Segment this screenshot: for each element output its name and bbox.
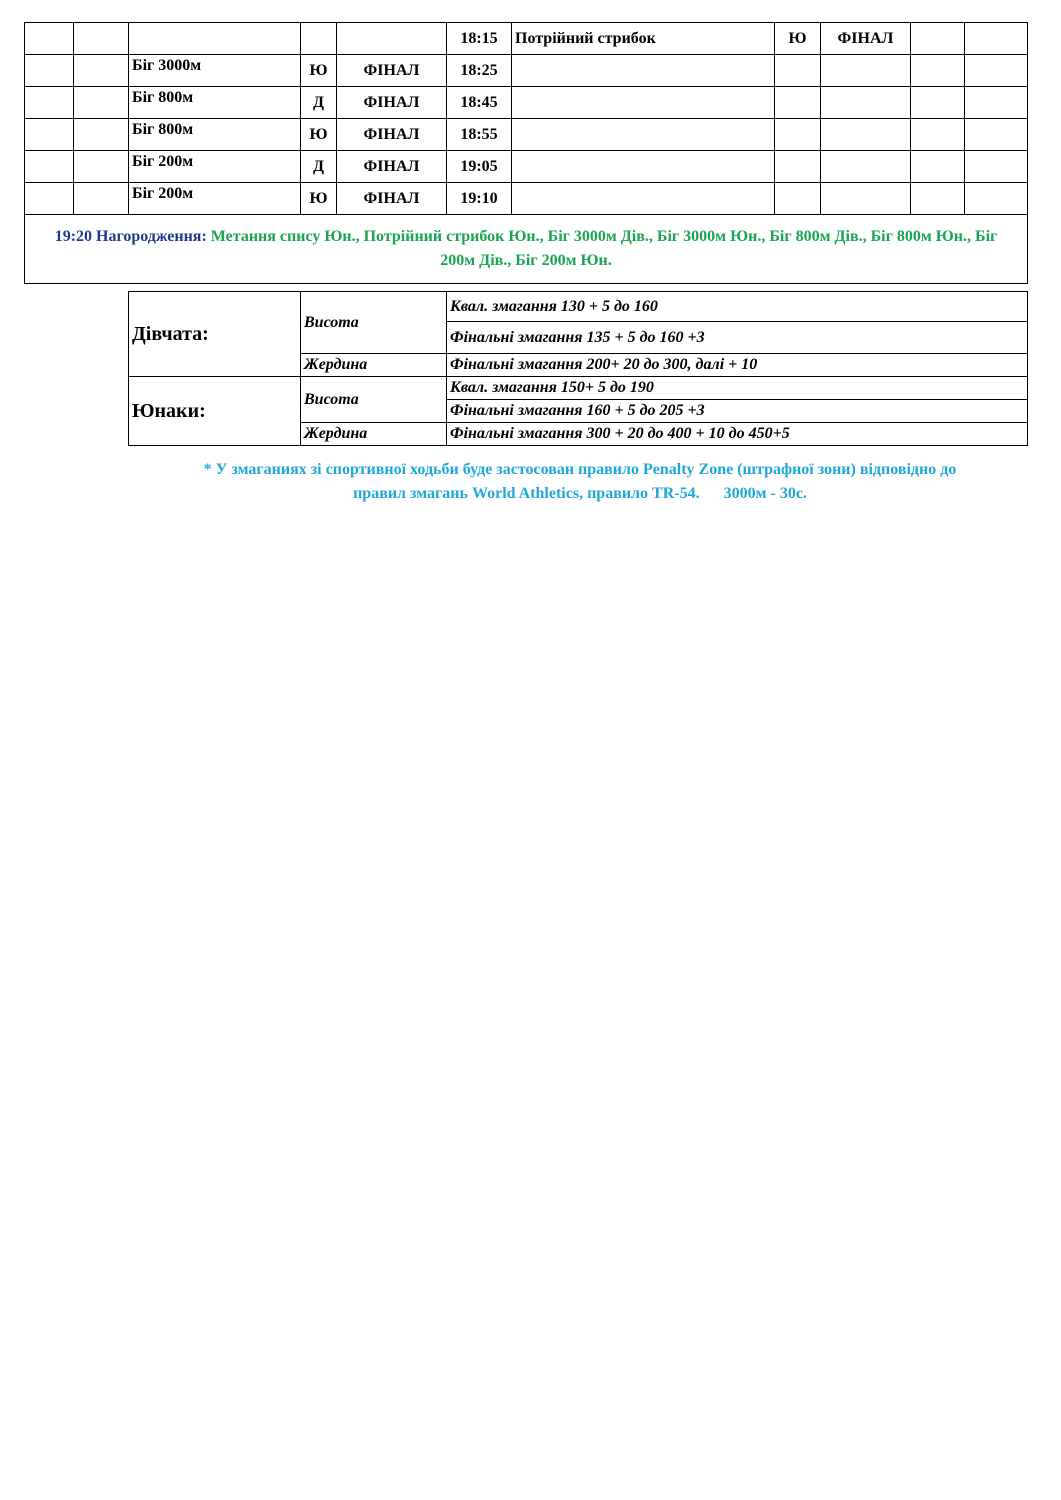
event-b — [512, 55, 775, 87]
schedule-row — [25, 183, 1028, 215]
boys-high-jump: Висота — [301, 377, 447, 423]
boys-high-jump-qual: Квал. змагання 150+ 5 до 190 — [447, 377, 1028, 400]
stage-b — [821, 151, 911, 183]
stage-a: ФІНАЛ — [337, 119, 447, 151]
girls-pole-vault-final: Фінальні змагання 200+ 20 до 300, далі + 10 — [447, 354, 1028, 377]
event-a: Біг 800м — [129, 119, 301, 151]
girls-high-jump-final: Фінальні змагання 135 + 5 до 160 +3 — [447, 322, 1028, 354]
event-b — [512, 87, 775, 119]
heights-table — [128, 291, 1028, 446]
event-a: Біг 800м — [129, 87, 301, 119]
girls-label: Дівчата: — [129, 292, 301, 377]
category-a: Д — [301, 87, 337, 119]
category-a: Ю — [301, 55, 337, 87]
schedule-table — [24, 22, 1028, 284]
category-b — [775, 119, 821, 151]
category-b — [775, 183, 821, 215]
event-a: Біг 200м — [129, 183, 301, 215]
boys-pole-vault: Жердина — [301, 423, 447, 446]
category-a — [301, 23, 337, 55]
stage-b — [821, 87, 911, 119]
note-line-2: правил змагань World Athletics, правило TR-54. 3000м - 30с. — [353, 485, 807, 502]
event-b: Потрійний стрибок — [512, 23, 775, 55]
category-a: Ю — [301, 119, 337, 151]
schedule-row — [25, 151, 1028, 183]
time: 18:55 — [447, 119, 512, 151]
time: 18:15 — [447, 23, 512, 55]
note-line-1: * У змаганиях зі спортивної ходьби буде застосован правило Penalty Zone (штрафної зони) відповідно до — [203, 461, 957, 478]
stage-b — [821, 119, 911, 151]
girls-high-jump: Висота — [301, 292, 447, 354]
event-a — [129, 23, 301, 55]
category-a: Ю — [301, 183, 337, 215]
time: 18:25 — [447, 55, 512, 87]
category-a: Д — [301, 151, 337, 183]
boys-pole-vault-final: Фінальні змагання 300 + 20 до 400 + 10 до 450+5 — [447, 423, 1028, 446]
time: 18:45 — [447, 87, 512, 119]
awards-label: 19:20 Нагородження: — [54, 228, 207, 245]
awards-text: Метання спису Юн., Потрійний стрибок Юн., Біг 3000м Дів., Біг 3000м Юн., Біг 800м Дів., Біг 800м Юн., Біг 200м Дів., Біг 200м Юн. — [206, 228, 998, 269]
stage-a — [337, 23, 447, 55]
event-b — [512, 119, 775, 151]
awards-row — [25, 215, 1028, 284]
stage-a: ФІНАЛ — [337, 151, 447, 183]
category-b — [775, 55, 821, 87]
race-walk-note — [130, 458, 1030, 506]
category-b — [775, 151, 821, 183]
girls-pole-vault: Жердина — [301, 354, 447, 377]
schedule-row — [25, 55, 1028, 87]
event-a: Біг 3000м — [129, 55, 301, 87]
event-b — [512, 151, 775, 183]
boys-label: Юнаки: — [129, 377, 301, 446]
event-b — [512, 183, 775, 215]
stage-a: ФІНАЛ — [337, 183, 447, 215]
stage-a: ФІНАЛ — [337, 55, 447, 87]
stage-b — [821, 183, 911, 215]
schedule-body — [25, 23, 1028, 284]
event-a: Біг 200м — [129, 151, 301, 183]
schedule-row — [25, 87, 1028, 119]
schedule-row — [25, 119, 1028, 151]
stage-a: ФІНАЛ — [337, 87, 447, 119]
stage-b: ФІНАЛ — [821, 23, 911, 55]
category-b: Ю — [775, 23, 821, 55]
time: 19:05 — [447, 151, 512, 183]
schedule-row — [25, 23, 1028, 55]
stage-b — [821, 55, 911, 87]
time: 19:10 — [447, 183, 512, 215]
category-b — [775, 87, 821, 119]
girls-high-jump-qual: Квал. змагання 130 + 5 до 160 — [447, 292, 1028, 322]
awards-cell — [25, 215, 1028, 284]
boys-high-jump-final: Фінальні змагання 160 + 5 до 205 +3 — [447, 400, 1028, 423]
